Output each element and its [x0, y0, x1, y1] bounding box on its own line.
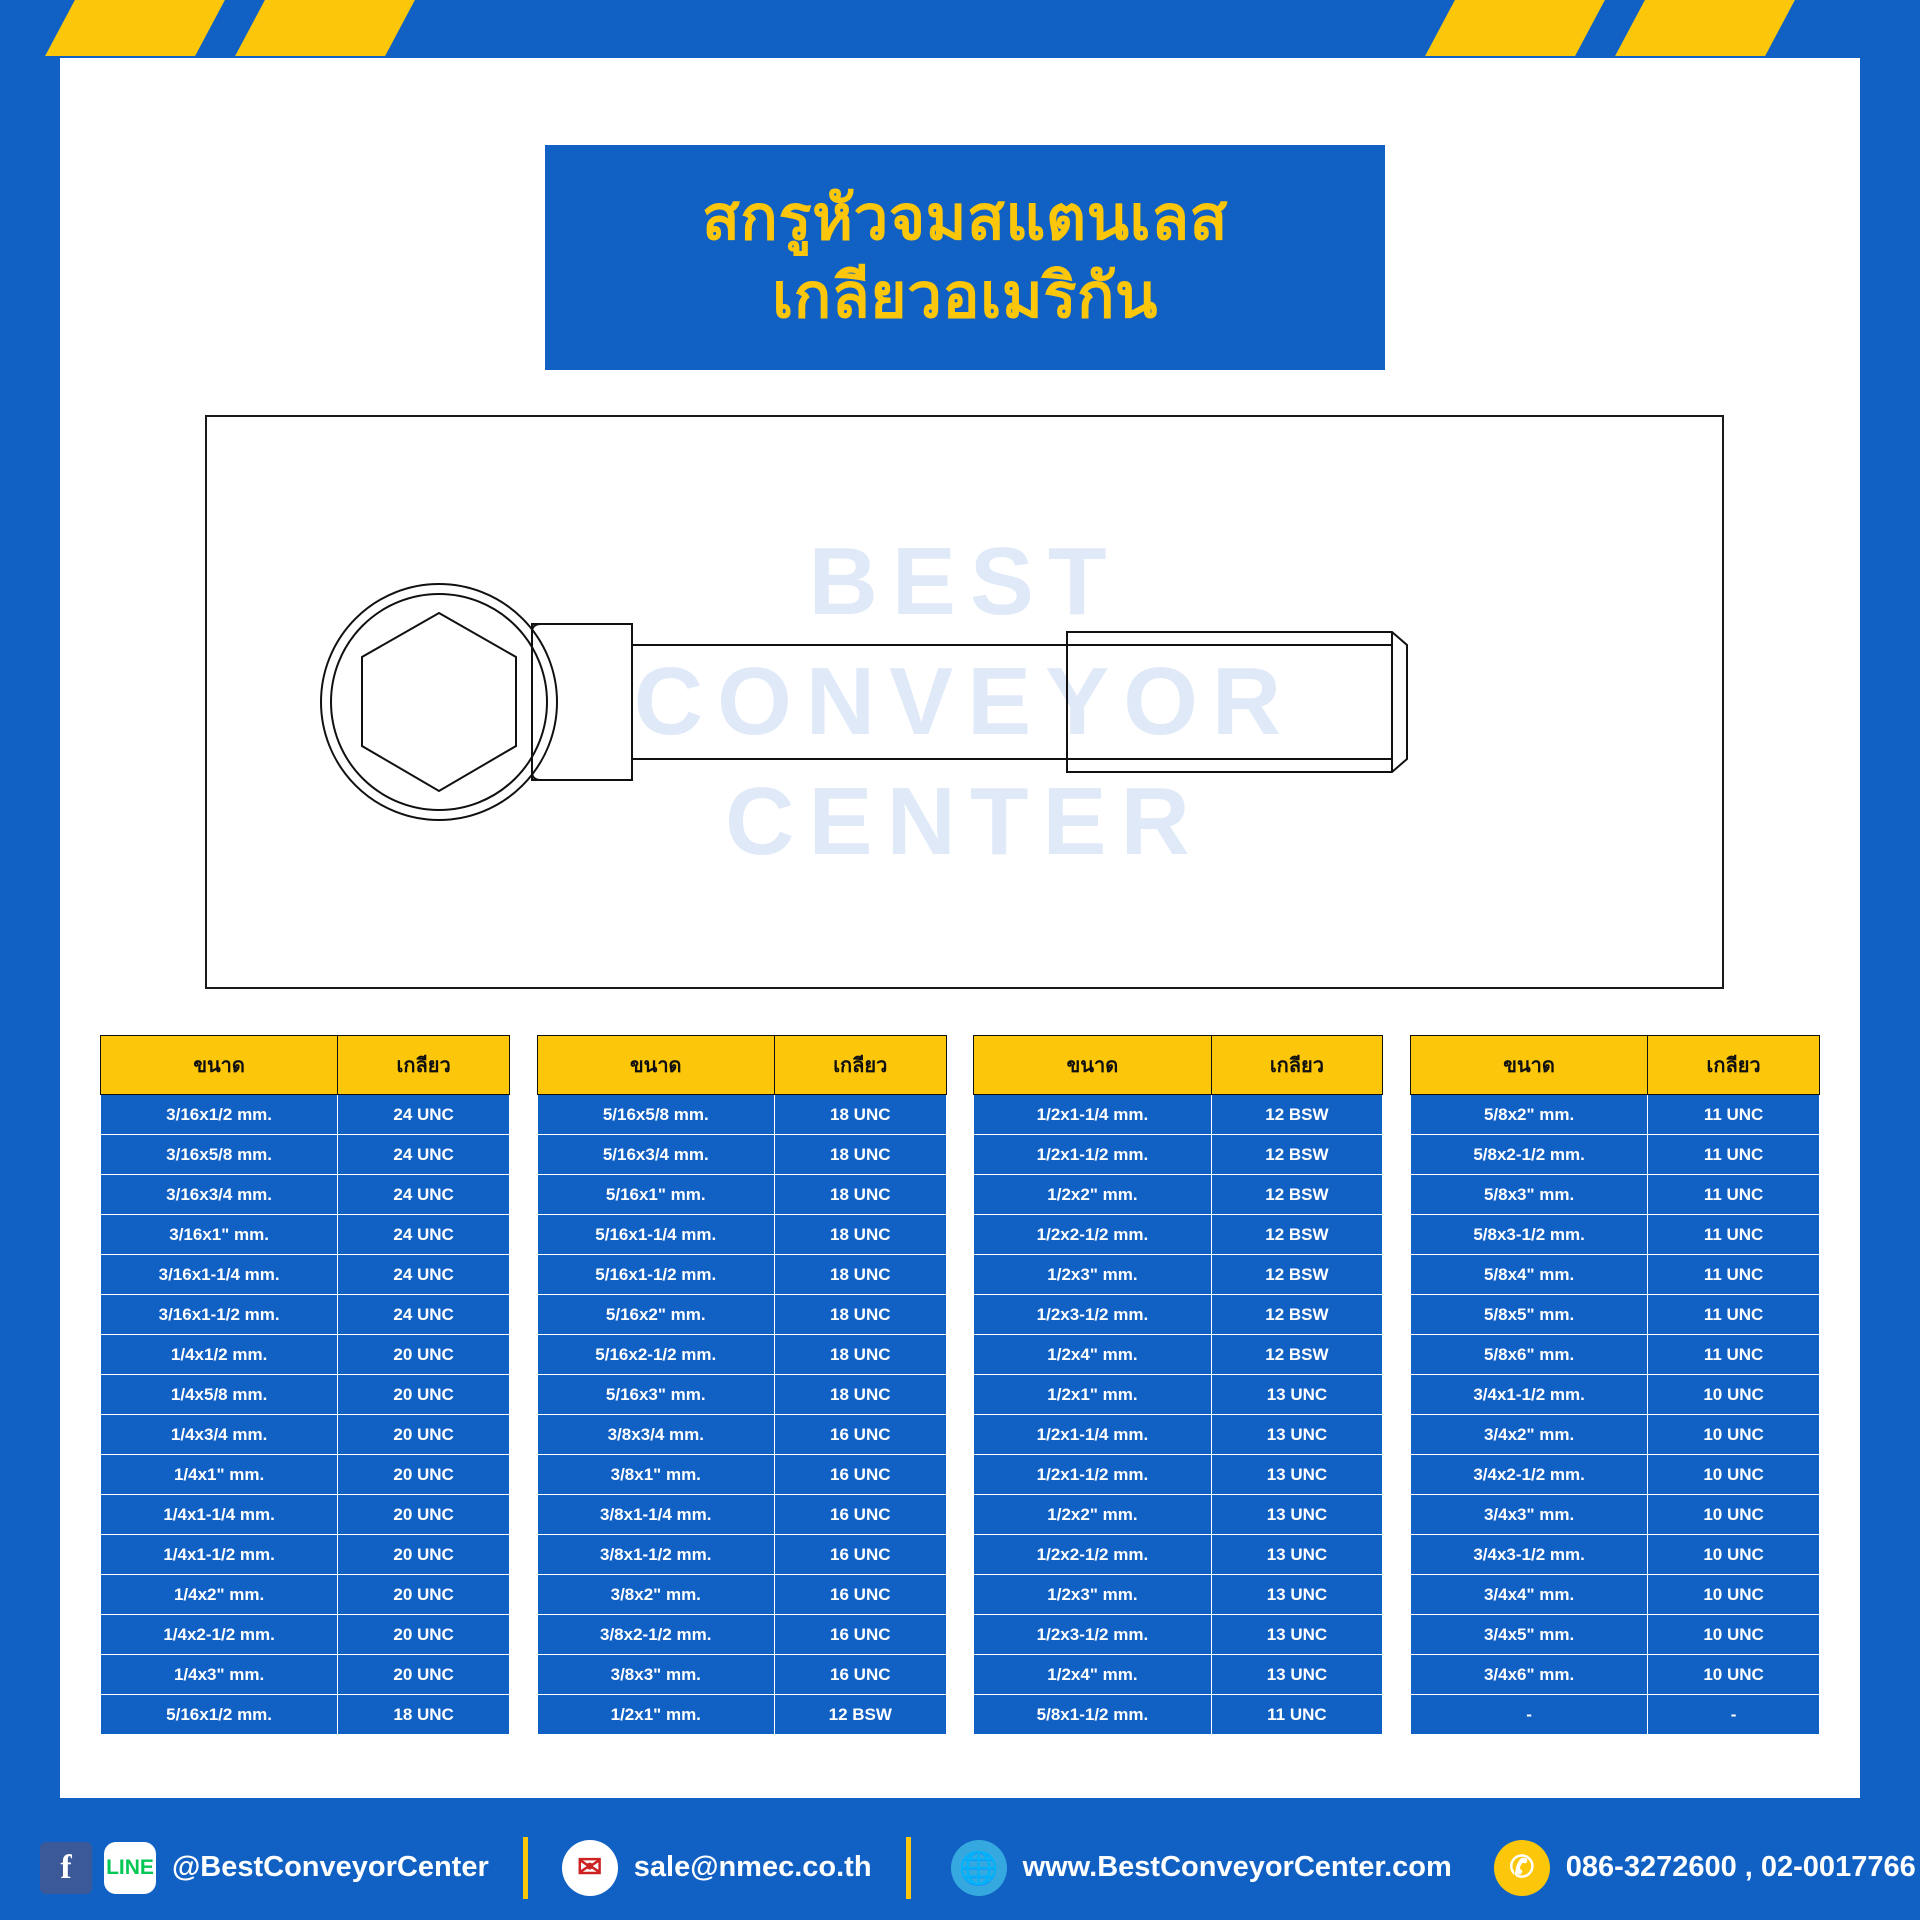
table-row [101, 1695, 510, 1735]
cell-size: 1/4x3" mm. [101, 1655, 338, 1695]
cell-size: 3/4x1-1/2 mm. [1410, 1375, 1647, 1415]
cell-size: 1/2x4" mm. [974, 1655, 1211, 1695]
cell-size: 5/8x3" mm. [1410, 1175, 1647, 1215]
cell-thread: 12 BSW [1211, 1295, 1383, 1335]
website-url: www.BestConveyorCenter.com [1022, 1851, 1452, 1883]
socket-head-cap-screw-drawing [207, 417, 1722, 987]
table-body-1 [101, 1095, 510, 1735]
cell-thread: 16 UNC [774, 1415, 946, 1455]
table-row [1410, 1175, 1819, 1215]
cell-size: 3/16x1/2 mm. [101, 1095, 338, 1135]
cell-thread: 11 UNC [1211, 1695, 1383, 1735]
cell-thread: 24 UNC [338, 1295, 510, 1335]
table-row [974, 1375, 1383, 1415]
table-row [974, 1655, 1383, 1695]
cell-thread: 20 UNC [338, 1495, 510, 1535]
table-row [537, 1215, 946, 1255]
cell-size: 1/4x1" mm. [101, 1455, 338, 1495]
cell-thread: 12 BSW [1211, 1335, 1383, 1375]
cell-thread: 20 UNC [338, 1615, 510, 1655]
cell-thread: 18 UNC [774, 1135, 946, 1175]
cell-size: 3/16x1-1/2 mm. [101, 1295, 338, 1335]
table-row [974, 1495, 1383, 1535]
table-row [537, 1575, 946, 1615]
cell-size: 5/16x3/4 mm. [537, 1135, 774, 1175]
cell-size: 1/2x3-1/2 mm. [974, 1295, 1211, 1335]
cell-thread: 11 UNC [1648, 1335, 1820, 1375]
cell-size: 3/4x5" mm. [1410, 1615, 1647, 1655]
cell-size: 3/4x4" mm. [1410, 1575, 1647, 1615]
cell-size: 1/2x1-1/4 mm. [974, 1095, 1211, 1135]
cell-thread: 18 UNC [774, 1255, 946, 1295]
cell-size: 3/8x1-1/4 mm. [537, 1495, 774, 1535]
cell-thread: 12 BSW [1211, 1215, 1383, 1255]
cell-size: 5/8x1-1/2 mm. [974, 1695, 1211, 1735]
cell-thread: 20 UNC [338, 1335, 510, 1375]
table-header-row [974, 1036, 1383, 1095]
cell-size: 3/4x2" mm. [1410, 1415, 1647, 1455]
table-row [537, 1455, 946, 1495]
cell-size: 1/2x4" mm. [974, 1335, 1211, 1375]
cell-size: 1/2x1-1/2 mm. [974, 1135, 1211, 1175]
table-row [974, 1335, 1383, 1375]
cell-thread: 11 UNC [1648, 1255, 1820, 1295]
cell-thread: 13 UNC [1211, 1615, 1383, 1655]
cell-size: 1/2x2-1/2 mm. [974, 1535, 1211, 1575]
cell-thread: 24 UNC [338, 1215, 510, 1255]
cell-thread: 20 UNC [338, 1455, 510, 1495]
cell-thread: 20 UNC [338, 1535, 510, 1575]
cell-size: 1/4x1-1/2 mm. [101, 1535, 338, 1575]
product-image-frame [205, 415, 1724, 989]
table-row [974, 1455, 1383, 1495]
table-row [1410, 1215, 1819, 1255]
cell-thread: 10 UNC [1648, 1615, 1820, 1655]
cell-size: 5/16x1-1/2 mm. [537, 1255, 774, 1295]
watermark-line-1: BEST [808, 528, 1121, 635]
table-row [101, 1335, 510, 1375]
table-row [537, 1495, 946, 1535]
cell-size: 5/16x1/2 mm. [101, 1695, 338, 1735]
watermark-line-3: CENTER [725, 768, 1204, 875]
cell-thread: 11 UNC [1648, 1095, 1820, 1135]
table-row [537, 1175, 946, 1215]
cell-thread: 11 UNC [1648, 1175, 1820, 1215]
table-row [974, 1615, 1383, 1655]
table-row [1410, 1615, 1819, 1655]
cell-size: 1/2x1" mm. [974, 1375, 1211, 1415]
table-row [974, 1095, 1383, 1135]
cell-thread: 13 UNC [1211, 1375, 1383, 1415]
col-header-size: ขนาด [537, 1036, 774, 1095]
footer-website[interactable] [951, 1840, 1452, 1896]
cell-thread: 24 UNC [338, 1255, 510, 1295]
table-row [1410, 1455, 1819, 1495]
email-address: sale@nmec.co.th [633, 1851, 872, 1883]
table-row [974, 1575, 1383, 1615]
cell-thread: 10 UNC [1648, 1495, 1820, 1535]
cell-thread: 13 UNC [1211, 1415, 1383, 1455]
cell-thread: 10 UNC [1648, 1655, 1820, 1695]
stripe [1608, 0, 1803, 56]
cell-thread: 16 UNC [774, 1455, 946, 1495]
table-row [537, 1615, 946, 1655]
cell-thread: 16 UNC [774, 1535, 946, 1575]
table-row [1410, 1375, 1819, 1415]
cell-size: 5/8x2" mm. [1410, 1095, 1647, 1135]
cell-size: 3/8x3/4 mm. [537, 1415, 774, 1455]
cell-thread: 24 UNC [338, 1175, 510, 1215]
facebook-handle: @BestConveyorCenter [172, 1851, 489, 1883]
cell-thread: 10 UNC [1648, 1455, 1820, 1495]
cell-size: 1/2x3" mm. [974, 1575, 1211, 1615]
table-row [101, 1455, 510, 1495]
table-row [1410, 1495, 1819, 1535]
facebook-icon[interactable]: f [40, 1842, 92, 1894]
table-body-2 [537, 1095, 946, 1735]
cell-thread: 13 UNC [1211, 1495, 1383, 1535]
cell-size: 3/4x3" mm. [1410, 1495, 1647, 1535]
cell-thread: 18 UNC [774, 1295, 946, 1335]
col-header-size: ขนาด [101, 1036, 338, 1095]
cell-thread: 18 UNC [774, 1335, 946, 1375]
footer-social[interactable] [40, 1842, 489, 1894]
cell-thread: 10 UNC [1648, 1575, 1820, 1615]
cell-size: 1/2x3-1/2 mm. [974, 1615, 1211, 1655]
table-row [537, 1295, 946, 1335]
table-row [101, 1655, 510, 1695]
cell-size: 3/8x3" mm. [537, 1655, 774, 1695]
cell-thread: 12 BSW [1211, 1135, 1383, 1175]
cell-size: 5/8x2-1/2 mm. [1410, 1135, 1647, 1175]
cell-size: 5/16x2-1/2 mm. [537, 1335, 774, 1375]
cell-size: 1/4x1/2 mm. [101, 1335, 338, 1375]
title-line-1: สกรูหัวจมสแตนเลส [701, 184, 1229, 253]
size-table-4 [1410, 1035, 1820, 1735]
footer-bar [0, 1815, 1920, 1920]
cell-thread: 13 UNC [1211, 1575, 1383, 1615]
cell-thread: 12 BSW [1211, 1095, 1383, 1135]
table-row [1410, 1695, 1819, 1735]
stripe [38, 0, 233, 56]
cell-size: 1/4x2" mm. [101, 1575, 338, 1615]
cell-size: 3/16x5/8 mm. [101, 1135, 338, 1175]
cell-thread: 18 UNC [774, 1375, 946, 1415]
cell-size: 5/8x4" mm. [1410, 1255, 1647, 1295]
phone-number: 086-3272600 , 02-0017766 [1565, 1851, 1916, 1883]
watermark-line-2: CONVEYOR [633, 648, 1296, 755]
table-row [1410, 1415, 1819, 1455]
size-table-1 [100, 1035, 510, 1735]
table-row [101, 1615, 510, 1655]
table-row [101, 1135, 510, 1175]
cell-size: 5/16x5/8 mm. [537, 1095, 774, 1135]
table-header-row [1410, 1036, 1819, 1095]
table-row [1410, 1295, 1819, 1335]
mail-icon[interactable]: ✉ [562, 1840, 618, 1896]
table-row [537, 1375, 946, 1415]
cell-size: 5/16x1-1/4 mm. [537, 1215, 774, 1255]
table-header-row [101, 1036, 510, 1095]
table-row [1410, 1575, 1819, 1615]
cell-thread: 16 UNC [774, 1655, 946, 1695]
table-row [101, 1175, 510, 1215]
cell-size: 5/8x3-1/2 mm. [1410, 1215, 1647, 1255]
table-row [537, 1095, 946, 1135]
cell-thread: 18 UNC [338, 1695, 510, 1735]
cell-size: 1/2x1-1/4 mm. [974, 1415, 1211, 1455]
cell-thread: 18 UNC [774, 1175, 946, 1215]
cell-thread: 11 UNC [1648, 1135, 1820, 1175]
cell-thread: 20 UNC [338, 1655, 510, 1695]
cell-thread: 16 UNC [774, 1495, 946, 1535]
table-row [101, 1375, 510, 1415]
cell-size: 1/4x2-1/2 mm. [101, 1615, 338, 1655]
cell-size: 5/16x3" mm. [537, 1375, 774, 1415]
table-row [1410, 1255, 1819, 1295]
cell-size: 3/16x3/4 mm. [101, 1175, 338, 1215]
cell-thread: 11 UNC [1648, 1215, 1820, 1255]
col-header-size: ขนาด [1410, 1036, 1647, 1095]
table-row [974, 1695, 1383, 1735]
table-row [101, 1295, 510, 1335]
table-row [974, 1215, 1383, 1255]
stripe [1418, 0, 1613, 56]
size-table-2 [537, 1035, 947, 1735]
cell-thread: 16 UNC [774, 1575, 946, 1615]
table-row [974, 1255, 1383, 1295]
cell-size: 1/2x1" mm. [537, 1695, 774, 1735]
title-line-2: เกลียวอเมริกัน [772, 261, 1158, 331]
table-row [537, 1335, 946, 1375]
footer-divider [906, 1837, 911, 1899]
cell-thread: 20 UNC [338, 1575, 510, 1615]
table-row [537, 1695, 946, 1735]
table-row [101, 1095, 510, 1135]
table-row [101, 1575, 510, 1615]
table-row [974, 1535, 1383, 1575]
col-header-thread: เกลียว [1211, 1036, 1383, 1095]
cell-size: 5/16x2" mm. [537, 1295, 774, 1335]
cell-thread: 12 BSW [1211, 1175, 1383, 1215]
cell-size: 1/4x3/4 mm. [101, 1415, 338, 1455]
cell-thread: 10 UNC [1648, 1375, 1820, 1415]
col-header-size: ขนาด [974, 1036, 1211, 1095]
cell-size: 5/8x6" mm. [1410, 1335, 1647, 1375]
cell-size: 5/16x1" mm. [537, 1175, 774, 1215]
table-body-3 [974, 1095, 1383, 1735]
cell-size: 1/2x3" mm. [974, 1255, 1211, 1295]
cell-size: 3/4x2-1/2 mm. [1410, 1455, 1647, 1495]
table-row [537, 1415, 946, 1455]
cell-thread: 20 UNC [338, 1375, 510, 1415]
cell-size: - [1410, 1695, 1647, 1735]
cell-thread: 10 UNC [1648, 1535, 1820, 1575]
cell-thread: 10 UNC [1648, 1415, 1820, 1455]
table-header-row [537, 1036, 946, 1095]
table-row [101, 1535, 510, 1575]
cell-thread: 11 UNC [1648, 1295, 1820, 1335]
table-row [974, 1415, 1383, 1455]
cell-thread: 12 BSW [774, 1695, 946, 1735]
size-table-3 [973, 1035, 1383, 1735]
cell-thread: 20 UNC [338, 1415, 510, 1455]
footer-divider [523, 1837, 528, 1899]
col-header-thread: เกลียว [1648, 1036, 1820, 1095]
cell-size: 5/8x5" mm. [1410, 1295, 1647, 1335]
globe-icon[interactable]: 🌐 [951, 1840, 1007, 1896]
table-row [537, 1655, 946, 1695]
cell-size: 3/16x1-1/4 mm. [101, 1255, 338, 1295]
cell-size: 3/4x3-1/2 mm. [1410, 1535, 1647, 1575]
table-body-4 [1410, 1095, 1819, 1735]
cell-thread: 13 UNC [1211, 1655, 1383, 1695]
cell-size: 1/4x5/8 mm. [101, 1375, 338, 1415]
table-row [1410, 1135, 1819, 1175]
table-row [537, 1255, 946, 1295]
cell-thread: 18 UNC [774, 1095, 946, 1135]
table-row [537, 1135, 946, 1175]
cell-thread: 24 UNC [338, 1095, 510, 1135]
table-row [1410, 1655, 1819, 1695]
table-row [101, 1255, 510, 1295]
size-tables [100, 1035, 1820, 1735]
cell-size: 3/8x2" mm. [537, 1575, 774, 1615]
cell-size: 3/16x1" mm. [101, 1215, 338, 1255]
table-row [974, 1135, 1383, 1175]
cell-thread: 13 UNC [1211, 1455, 1383, 1495]
page-title [545, 145, 1385, 370]
cell-thread: 12 BSW [1211, 1255, 1383, 1295]
table-row [537, 1535, 946, 1575]
footer-phone[interactable] [1494, 1840, 1916, 1896]
stripe [228, 0, 423, 56]
table-row [1410, 1095, 1819, 1135]
table-row [101, 1215, 510, 1255]
table-row [1410, 1535, 1819, 1575]
top-stripe-band [0, 0, 1920, 56]
cell-size: 1/2x2-1/2 mm. [974, 1215, 1211, 1255]
cell-size: 1/4x1-1/4 mm. [101, 1495, 338, 1535]
phone-icon[interactable]: ✆ [1494, 1840, 1550, 1896]
footer-email[interactable] [562, 1840, 872, 1896]
cell-size: 3/8x2-1/2 mm. [537, 1615, 774, 1655]
cell-size: 3/8x1-1/2 mm. [537, 1535, 774, 1575]
line-icon[interactable]: LINE [104, 1842, 156, 1894]
table-row [101, 1415, 510, 1455]
cell-size: 1/2x2" mm. [974, 1175, 1211, 1215]
col-header-thread: เกลียว [338, 1036, 510, 1095]
table-row [101, 1495, 510, 1535]
table-row [1410, 1335, 1819, 1375]
table-row [974, 1175, 1383, 1215]
cell-thread: 16 UNC [774, 1615, 946, 1655]
cell-thread: 13 UNC [1211, 1535, 1383, 1575]
col-header-thread: เกลียว [774, 1036, 946, 1095]
cell-thread: - [1648, 1695, 1820, 1735]
cell-size: 1/2x1-1/2 mm. [974, 1455, 1211, 1495]
cell-size: 3/4x6" mm. [1410, 1655, 1647, 1695]
cell-thread: 24 UNC [338, 1135, 510, 1175]
cell-size: 3/8x1" mm. [537, 1455, 774, 1495]
table-row [974, 1295, 1383, 1335]
cell-thread: 18 UNC [774, 1215, 946, 1255]
cell-size: 1/2x2" mm. [974, 1495, 1211, 1535]
